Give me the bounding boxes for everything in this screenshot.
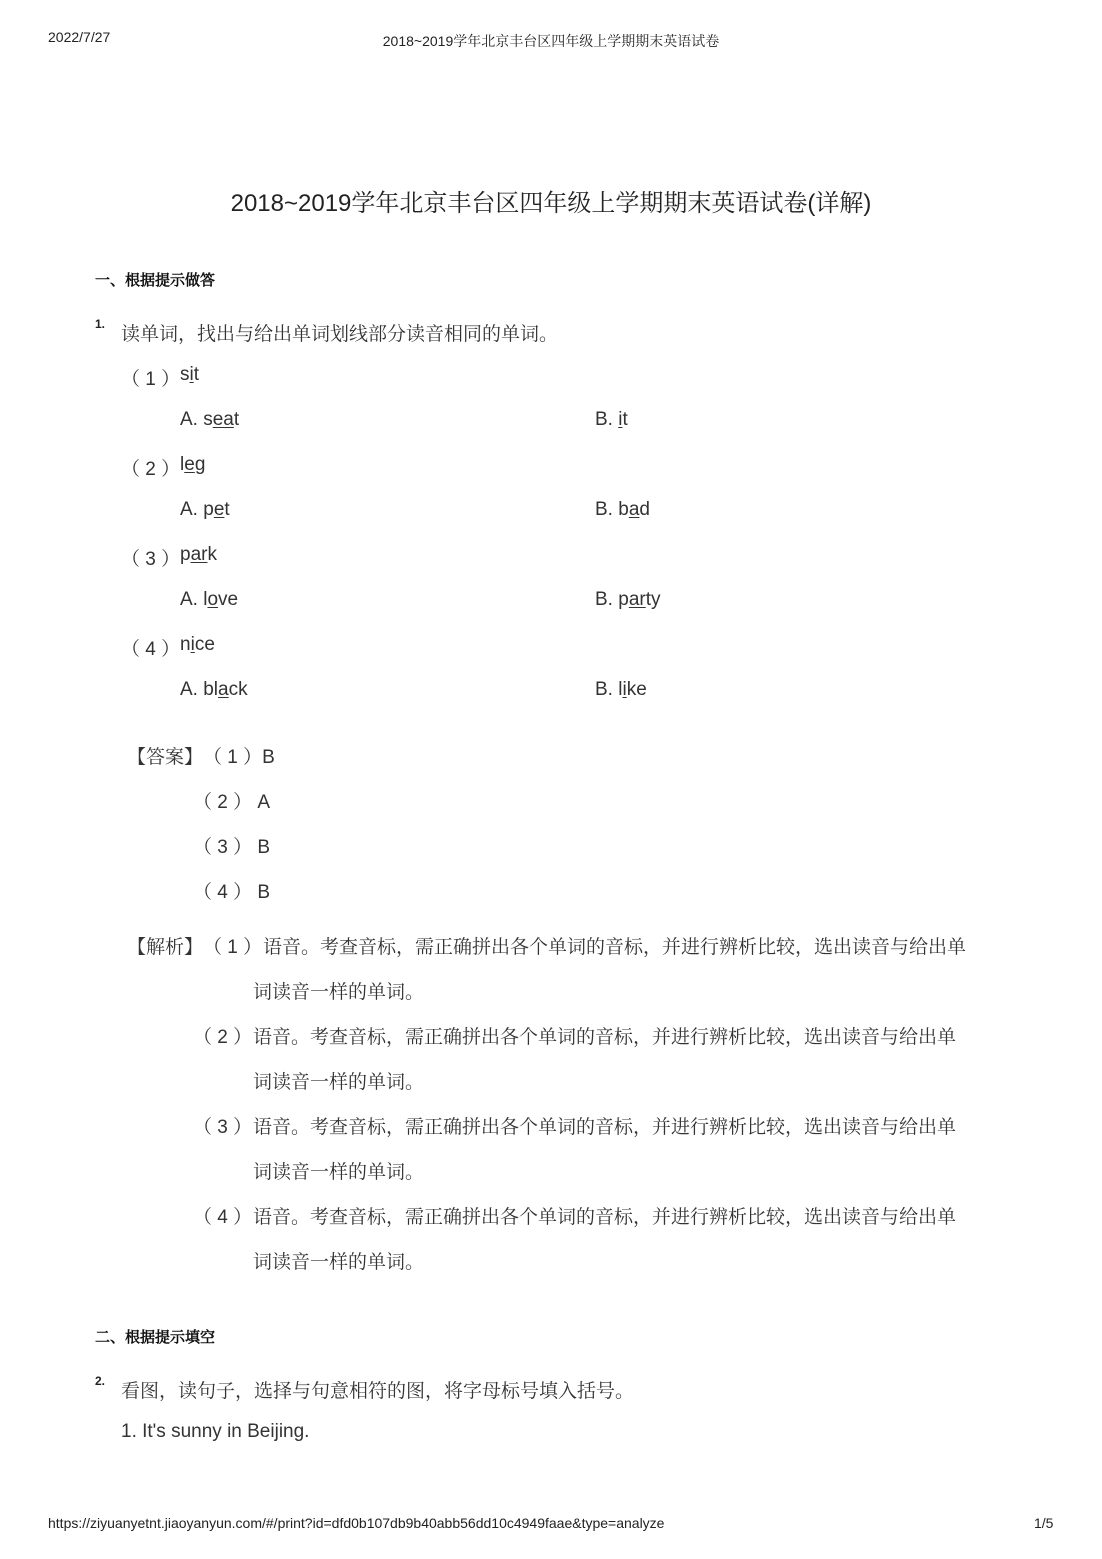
answer-item: （ 1 ）B (203, 747, 275, 768)
option-b: B. bad (595, 499, 650, 520)
print-url: https://ziyuanyetnt.jiaoyanyun.com/#/print?id=dfd0b107db9b40abb56dd10c4949faae&type=analyze (48, 1515, 665, 1531)
section-heading-2: 二、根据提示填空 (95, 1329, 216, 1346)
option-b: B. party (595, 589, 661, 610)
analysis-number: （ 3 ） (193, 1117, 253, 1138)
question-instruction-2: 看图，读句子，选择与句意相符的图，将字母标号填入括号。 (121, 1381, 635, 1402)
question-number-2: 2. (95, 1374, 106, 1388)
option-a: A. love (180, 589, 239, 610)
section-heading-1: 一、根据提示做答 (95, 272, 216, 289)
item-number: （ 3 ） (121, 549, 181, 570)
item-word: nice (180, 634, 215, 655)
analysis-number: （ 2 ） (193, 1027, 253, 1048)
page-title: 2018~2019学年北京丰台区四年级上学期期末英语试卷(详解) (230, 190, 872, 217)
item-number: （ 4 ） (121, 639, 181, 660)
answer-item: （ 3 ） B (193, 837, 271, 858)
item-word: park (180, 544, 217, 565)
analysis-line: 语音。考查音标，需正确拼出各个单词的音标，并进行辨析比较，选出读音与给出单 (253, 1117, 957, 1138)
option-a: A. seat (180, 409, 240, 430)
answer-item: （ 2 ） A (193, 792, 271, 813)
analysis-line: 词读音一样的单词。 (253, 982, 425, 1003)
item-word: sit (180, 364, 200, 385)
analysis-label: 【解析】 (127, 937, 204, 958)
answer-item: （ 4 ） B (193, 882, 271, 903)
analysis-line: 词读音一样的单词。 (253, 1162, 425, 1183)
analysis-line: 语音。考查音标，需正确拼出各个单词的音标，并进行辨析比较，选出读音与给出单 (263, 937, 967, 958)
question-instruction-1: 读单词，找出与给出单词划线部分读音相同的单词。 (121, 324, 559, 345)
question-sentence: 1. It's sunny in Beijing. (121, 1421, 310, 1442)
item-word: leg (180, 454, 206, 475)
item-number: （ 2 ） (121, 459, 181, 480)
option-b: B. it (595, 409, 628, 430)
item-number: （ 1 ） (121, 369, 181, 390)
option-a: A. pet (180, 499, 230, 520)
option-a: A. black (180, 679, 248, 700)
question-number-1: 1. (95, 317, 106, 331)
analysis-number: （ 4 ） (193, 1207, 253, 1228)
analysis-line: 语音。考查音标，需正确拼出各个单词的音标，并进行辨析比较，选出读音与给出单 (253, 1027, 957, 1048)
print-date: 2022/7/27 (48, 29, 111, 45)
page-number: 1/5 (1034, 1515, 1054, 1531)
analysis-line: 语音。考查音标，需正确拼出各个单词的音标，并进行辨析比较，选出读音与给出单 (253, 1207, 957, 1228)
print-header-title: 2018~2019学年北京丰台区四年级上学期期末英语试卷 (382, 33, 720, 49)
option-b: B. like (595, 679, 647, 700)
analysis-number: （ 1 ） (203, 937, 263, 958)
analysis-line: 词读音一样的单词。 (253, 1072, 425, 1093)
analysis-line: 词读音一样的单词。 (253, 1252, 425, 1273)
answer-label: 【答案】 (127, 747, 204, 768)
